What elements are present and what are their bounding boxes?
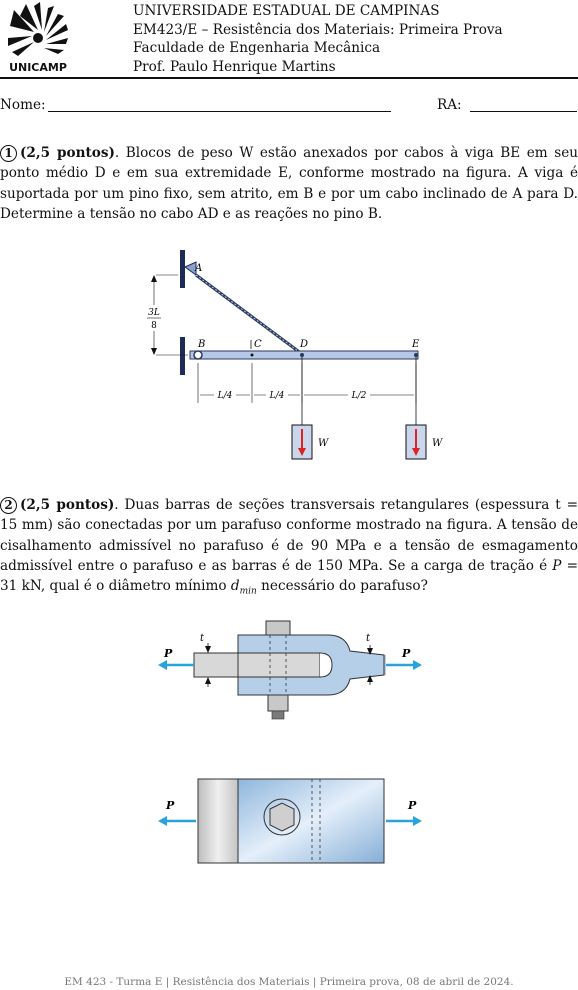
page-header xyxy=(0,0,578,78)
bolt-top-view xyxy=(150,775,430,870)
label-e: E xyxy=(412,339,420,350)
point-d xyxy=(300,353,304,357)
name-field[interactable] xyxy=(48,111,391,112)
p-label-left-bottom: P xyxy=(166,799,175,812)
p-label-right-top: P xyxy=(402,647,411,660)
weight-label-d: W xyxy=(318,438,329,449)
dim-l2: L/2 xyxy=(351,391,367,401)
load-value: = 31 kN, qual é o diâmetro mínimo xyxy=(0,557,578,595)
question-text: . Duas barras de seções transversais retangulares (espessura t = 15 mm) são conectadas por um parafuso conforme mostrado na figura. A tensão de cisalhamento admissível no parafuso é de 90 MPa e a tensão de esmagamento admissível entre o parafuso e as barras é de 150 MPa. Se a carga de tração é xyxy=(0,497,578,574)
support-wall-a xyxy=(180,250,185,288)
dmin-sub: min xyxy=(239,586,257,597)
support-wall-b xyxy=(180,337,185,375)
dim-3l-den: 8 xyxy=(151,321,157,331)
load-symbol: P xyxy=(552,557,562,574)
name-label: Nome: xyxy=(0,97,46,113)
course-title: EM423/E – Resistência dos Materiais: Primeira Prova xyxy=(133,21,503,38)
label-d: D xyxy=(300,339,309,350)
t-label-left: t xyxy=(200,633,205,644)
bolt-head-top xyxy=(270,803,294,831)
professor-name: Prof. Paulo Henrique Martins xyxy=(133,58,336,75)
ra-field[interactable] xyxy=(470,111,577,112)
question-2 xyxy=(0,495,578,602)
bar-top-view xyxy=(198,779,238,863)
dmin-symbol: d xyxy=(230,578,240,595)
faculty-name: Faculdade de Engenharia Mecânica xyxy=(133,40,381,56)
point-e xyxy=(414,353,418,357)
question-1 xyxy=(0,143,578,224)
question-number: 1 xyxy=(0,145,17,162)
bolt-nut xyxy=(268,695,288,711)
beam-figure xyxy=(140,245,443,465)
t-label-right: t xyxy=(366,633,371,644)
clevis-top-view xyxy=(238,779,384,863)
dim-l4-2: L/4 xyxy=(269,391,285,401)
ra-label: RA: xyxy=(437,97,462,113)
p-label-right-bottom: P xyxy=(408,799,417,812)
page-footer: EM 423 - Turma E | Resistência dos Materiais | Primeira prova, 08 de abril de 2024. xyxy=(64,976,514,988)
question-text-end: necessário do parafuso? xyxy=(256,578,428,595)
question-points: (2,5 pontos) xyxy=(20,145,115,161)
bolt-head xyxy=(266,621,290,635)
point-c xyxy=(251,354,254,357)
question-points: (2,5 pontos) xyxy=(20,497,115,513)
question-text: . Blocos de peso W estão anexados por cabos à viga BE em seu ponto médio D e em sua extremidade E, conforme mostrado na figura. A viga é suportada por um pino fixo, sem atrito, em B e por um cabo inclinado de A para D. Determine a tensão no cabo AD e as reações no pino B. xyxy=(0,145,578,222)
weight-label-e: W xyxy=(432,438,443,449)
header-rule xyxy=(0,77,578,79)
pin-b xyxy=(194,351,202,359)
dim-l4-1: L/4 xyxy=(217,391,233,401)
unicamp-logo xyxy=(4,2,72,74)
university-name: UNIVERSIDADE ESTADUAL DE CAMPINAS xyxy=(133,3,440,19)
logo-text: UNICAMP xyxy=(9,61,67,74)
question-number: 2 xyxy=(0,497,17,514)
p-label-left-top: P xyxy=(164,647,173,660)
label-b: B xyxy=(198,339,206,350)
bolt-side-view xyxy=(150,615,430,725)
label-c: C xyxy=(254,339,262,350)
dim-3l-num: 3L xyxy=(148,308,160,318)
label-a: A xyxy=(195,263,203,274)
